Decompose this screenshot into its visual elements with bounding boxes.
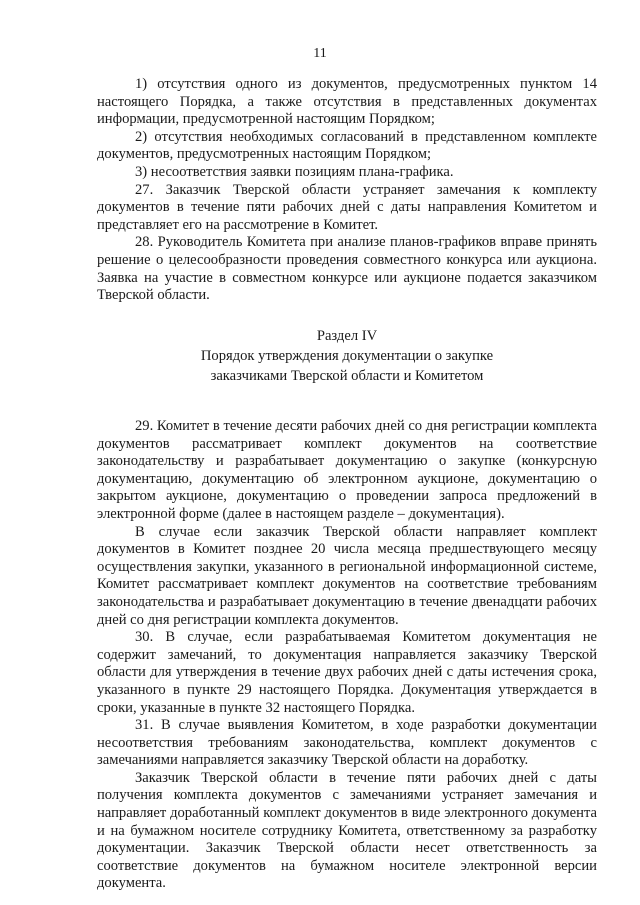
paragraph-item-3: 3) несоответствия заявки позициям плана-графика. — [135, 163, 454, 180]
text-block-top — [97, 76, 597, 305]
page-number: 11 — [313, 46, 327, 61]
paragraph-28: 28. Руководитель Комитета при анализе планов-графиков вправе принять решение о целесообразности проведения совместного конкурса или аукциона. Заявка на участие в совместном конкурсе или аукционе подается заказчиком Тверской области. — [97, 234, 597, 304]
paragraph-31-customer: Заказчик Тверской области в течение пяти рабочих дней с даты получения комплекта документов с замечаниями устраняет замечания и направляет доработанный комплект документов в виде электронного документа и на бумажном носителе сотруднику Комитета, ответственному за разработку документации. Заказчик Тверской области несет ответственность за соответствие документов на бумажном носителе электронной версии документа. — [97, 769, 597, 892]
paragraph-29: 29. Комитет в течение десяти рабочих дней со дня регистрации комплекта документов рассматривает комплект документов на соответствие законодательству и разрабатывает документацию о закупке (конкурсную документацию, документацию об электронном аукционе, документацию о закрытом аукционе, документацию о проведении запроса предложений в электронной форме (далее в настоящем разделе – документация). — [97, 418, 597, 522]
section-title-line-2: заказчиками Тверской области и Комитетом — [210, 368, 484, 384]
paragraph-item-2: 2) отсутствия необходимых согласований в представленном комплекте документов, предусмотренных настоящим Порядком; — [97, 128, 597, 163]
text-block-bottom — [97, 418, 597, 893]
section-number: Раздел IV — [316, 328, 378, 344]
paragraph-27: 27. Заказчик Тверской области устраняет замечания к комплекту документов в течение пяти рабочих дней с даты направления Комитетом и представляет его на рассмотрение в Комитет. — [97, 181, 597, 233]
paragraph-31: 31. В случае выявления Комитетом, в ходе разработки документации несоответствия требованиям законодательства, комплект документов с замечаниями направляется заказчику Тверской области на доработку. — [97, 717, 597, 769]
paragraph-item-1: 1) отсутствия одного из документов, предусмотренных пунктом 14 настоящего Порядка, а также отсутствия в представленных документах информации, предусмотренной настоящим Порядком; — [97, 76, 597, 128]
section-title-line-1: Порядок утверждения документации о закупке — [200, 348, 494, 364]
paragraph-29-case: В случае если заказчик Тверской области направляет комплект документов в Комитет позднее 20 числа месяца предшествующего месяцу осуществления закупки, указанного в региональной информационной системе, Комитет рассматривает комплект документов на соответствие требованиям законодательства и разрабатывает документацию в течение двенадцати рабочих дней со дня регистрации комплекта документов. — [97, 523, 597, 628]
section-heading — [97, 326, 597, 386]
paragraph-30: 30. В случае, если разрабатываемая Комитетом документация не содержит замечаний, то документация направляется заказчику Тверской области для утверждения в течение двух рабочих дней с даты истечения срока, указанного в пункте 29 настоящего Порядка. Документация утверждается в сроки, указанные в пункте 32 настоящего Порядка. — [97, 629, 597, 716]
